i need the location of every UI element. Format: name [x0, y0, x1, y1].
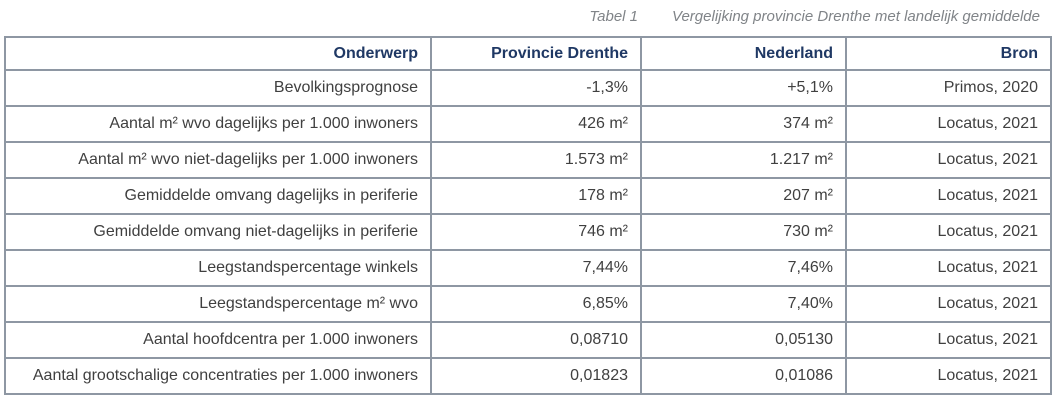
cell-onderwerp: Gemiddelde omvang niet-dagelijks in periferie — [5, 214, 431, 250]
cell-drenthe: -1,3% — [431, 70, 641, 106]
cell-onderwerp: Bevolkingsprognose — [5, 70, 431, 106]
column-header-provincie-drenthe: Provincie Drenthe — [431, 37, 641, 70]
cell-nederland: 0,05130 — [641, 322, 846, 358]
table-row — [5, 286, 1051, 322]
table-caption — [589, 8, 1040, 25]
table-row — [5, 70, 1051, 106]
table-row — [5, 106, 1051, 142]
cell-drenthe: 1.573 m² — [431, 142, 641, 178]
table-row — [5, 358, 1051, 394]
cell-drenthe: 0,01823 — [431, 358, 641, 394]
cell-nederland: 374 m² — [641, 106, 846, 142]
comparison-table — [4, 36, 1052, 395]
column-header-onderwerp: Onderwerp — [5, 37, 431, 70]
cell-drenthe: 6,85% — [431, 286, 641, 322]
column-header-nederland: Nederland — [641, 37, 846, 70]
cell-bron: Locatus, 2021 — [846, 178, 1051, 214]
cell-bron: Locatus, 2021 — [846, 142, 1051, 178]
cell-drenthe: 178 m² — [431, 178, 641, 214]
cell-drenthe: 426 m² — [431, 106, 641, 142]
cell-nederland: 7,40% — [641, 286, 846, 322]
cell-bron: Locatus, 2021 — [846, 286, 1051, 322]
cell-bron: Locatus, 2021 — [846, 358, 1051, 394]
cell-bron: Locatus, 2021 — [846, 106, 1051, 142]
cell-onderwerp: Aantal m² wvo niet-dagelijks per 1.000 inwoners — [5, 142, 431, 178]
cell-bron: Locatus, 2021 — [846, 322, 1051, 358]
column-header-bron: Bron — [846, 37, 1051, 70]
table-row — [5, 142, 1051, 178]
cell-drenthe: 7,44% — [431, 250, 641, 286]
cell-onderwerp: Gemiddelde omvang dagelijks in periferie — [5, 178, 431, 214]
cell-bron: Locatus, 2021 — [846, 250, 1051, 286]
table-row — [5, 178, 1051, 214]
cell-drenthe: 746 m² — [431, 214, 641, 250]
table-caption-title: Vergelijking provincie Drenthe met landelijk gemiddelde — [672, 8, 1040, 25]
cell-bron: Primos, 2020 — [846, 70, 1051, 106]
cell-nederland: 730 m² — [641, 214, 846, 250]
cell-nederland: 1.217 m² — [641, 142, 846, 178]
table-row — [5, 250, 1051, 286]
cell-onderwerp: Leegstandspercentage winkels — [5, 250, 431, 286]
cell-onderwerp: Aantal grootschalige concentraties per 1.000 inwoners — [5, 358, 431, 394]
table-row — [5, 322, 1051, 358]
cell-nederland: +5,1% — [641, 70, 846, 106]
table-caption-label: Tabel 1 — [589, 8, 639, 25]
cell-nederland: 0,01086 — [641, 358, 846, 394]
cell-nederland: 7,46% — [641, 250, 846, 286]
cell-onderwerp: Aantal m² wvo dagelijks per 1.000 inwoners — [5, 106, 431, 142]
cell-drenthe: 0,08710 — [431, 322, 641, 358]
cell-onderwerp: Aantal hoofdcentra per 1.000 inwoners — [5, 322, 431, 358]
cell-bron: Locatus, 2021 — [846, 214, 1051, 250]
cell-nederland: 207 m² — [641, 178, 846, 214]
cell-onderwerp: Leegstandspercentage m² wvo — [5, 286, 431, 322]
table-header-row — [5, 37, 1051, 70]
table-row — [5, 214, 1051, 250]
